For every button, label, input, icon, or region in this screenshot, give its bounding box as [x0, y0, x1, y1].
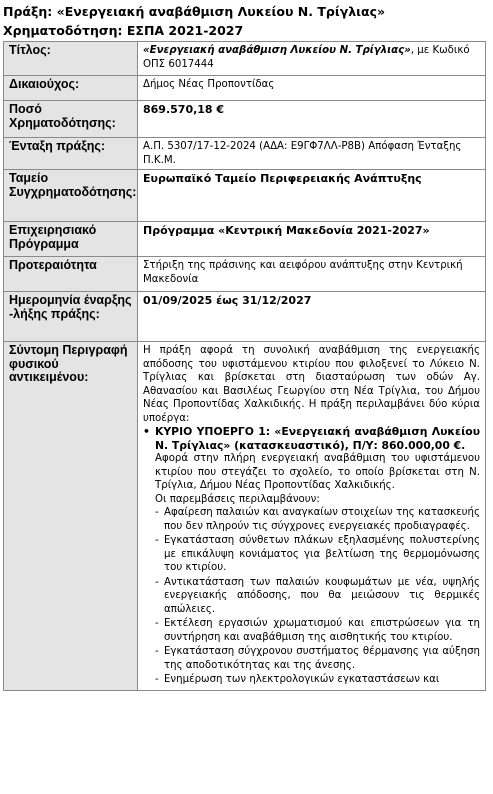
table-row	[4, 222, 486, 257]
table-row	[4, 101, 486, 138]
subproject-bullet	[143, 425, 480, 452]
bullet-icon: •	[143, 425, 150, 438]
list-item: - Αντικατάσταση των παλαιών κουφωμάτων με νέα, υψηλής ενεργειακής απόδοσης, που θα μειώσουν τις θερμικές απώλειες.	[155, 576, 480, 617]
document-header	[3, 2, 385, 40]
works-intro: Οι παρεμβάσεις περιλαμβάνουν:	[155, 493, 320, 505]
description-intro: Η πράξη αφορά τη συνολική αναβάθμιση της ενεργειακής απόδοσης του υφιστάμενου κτιρίου που φιλοξενεί το Λύκειο Ν. Τρίγλιας και βρίσκεται στη διασταύρωση των οδών Αγ. Αθανασίου και Βασιλέως Γεωργίου στη Νέα Τρίγλια, του Δήμου Νέας Προποντίδας Χαλκιδικής. Η πράξη περιλαμβάνει δύο κύρια υποέργα:	[143, 345, 480, 424]
table-row	[4, 257, 486, 292]
row-label: Προτεραιότητα	[4, 257, 138, 292]
title-value-rest: , με Κωδικό ΟΠΣ 6017444	[143, 45, 470, 70]
table-row	[4, 76, 486, 101]
programme-value: Πρόγραμμα «Κεντρική Μακεδονία 2021-2027»	[138, 222, 486, 257]
row-label: Ταμείο Συγχρηματοδότησης:	[4, 170, 138, 222]
row-label: Ποσό Χρηματοδότησης:	[4, 101, 138, 138]
description-value	[138, 342, 486, 691]
funding-line: Χρηματοδότηση: ΕΣΠΑ 2021-2027	[3, 23, 244, 38]
table-row	[4, 138, 486, 170]
priority-value: Στήριξη της πράσινης και αειφόρου ανάπτυξης στην Κεντρική Μακεδονία	[138, 257, 486, 292]
fund-value: Ευρωπαϊκό Ταμείο Περιφερειακής Ανάπτυξης	[138, 170, 486, 222]
subproject-1: ΚΥΡΙΟ ΥΠΟΕΡΓΟ 1: «Ενεργειακή αναβάθμιση Λυκείου Ν. Τρίγλιας» (κατασκευαστικό), Π/Υ: 860.000,00 €.	[155, 425, 480, 452]
title-value-bold: «Ενεργειακή αναβάθμιση Λυκείου Ν. Τρίγλιας»	[143, 45, 411, 56]
dates-value: 01/09/2025 έως 31/12/2027	[138, 292, 486, 342]
row-label: Ένταξη πράξης:	[4, 138, 138, 170]
list-item: - Εκτέλεση εργασιών χρωματισμού και επιστρώσεων για τη συντήρηση και αναβάθμιση της αισθητικής του κτιρίου.	[155, 617, 480, 644]
table-row	[4, 170, 486, 222]
list-item: - Ενημέρωση των ηλεκτρολογικών εγκαταστάσεων και	[155, 673, 480, 687]
inclusion-value: Α.Π. 5307/17-12-2024 (ΑΔΑ: Ε9ΓΦ7ΛΛ-Ρ8Β) Απόφαση Ένταξης Π.Κ.Μ.	[138, 138, 486, 170]
project-title: Πράξη: «Ενεργειακή αναβάθμιση Λυκείου Ν. Τρίγλιας»	[3, 4, 386, 19]
beneficiary-value: Δήμος Νέας Προποντίδας	[138, 76, 486, 101]
title-value	[138, 42, 486, 76]
list-item: - Αφαίρεση παλαιών και αναγκαίων στοιχείων της κατασκευής που δεν πληρούν τις σύγχρονες ενεργειακές προδιαγραφές.	[155, 506, 480, 533]
project-info-table	[3, 41, 486, 691]
row-label: Δικαιούχος:	[4, 76, 138, 101]
works-list	[143, 506, 480, 687]
row-label: Επιχειρησιακό Πρόγραμμα	[4, 222, 138, 257]
subproject-1-description: Αφορά στην πλήρη ενεργειακή αναβάθμιση του υφιστάμενου κτιρίου που στεγάζει το σχολείο, το οποίο βρίσκεται στη Ν. Τρίγλια, Δήμου Νέας Προποντίδας Χαλκιδικής.	[155, 453, 480, 491]
table-row	[4, 342, 486, 691]
row-label: Ημερομηνία έναρξης -λήξης πράξης:	[4, 292, 138, 342]
row-label: Σύντομη Περιγραφή φυσικού αντικειμένου:	[4, 342, 138, 691]
table-row	[4, 42, 486, 76]
row-label: Τίτλος:	[4, 42, 138, 76]
amount-value: 869.570,18 €	[138, 101, 486, 138]
table-row	[4, 292, 486, 342]
list-item: - Εγκατάσταση σύγχρονου συστήματος θέρμανσης για αύξηση της αποδοτικότητας και της άνεσης.	[155, 645, 480, 672]
list-item: - Εγκατάσταση σύνθετων πλάκων εξηλασμένης πολυστερίνης με επικάλυψη κονιάματος για βελτίωση της θερμομόνωσης του κτιρίου.	[155, 534, 480, 575]
